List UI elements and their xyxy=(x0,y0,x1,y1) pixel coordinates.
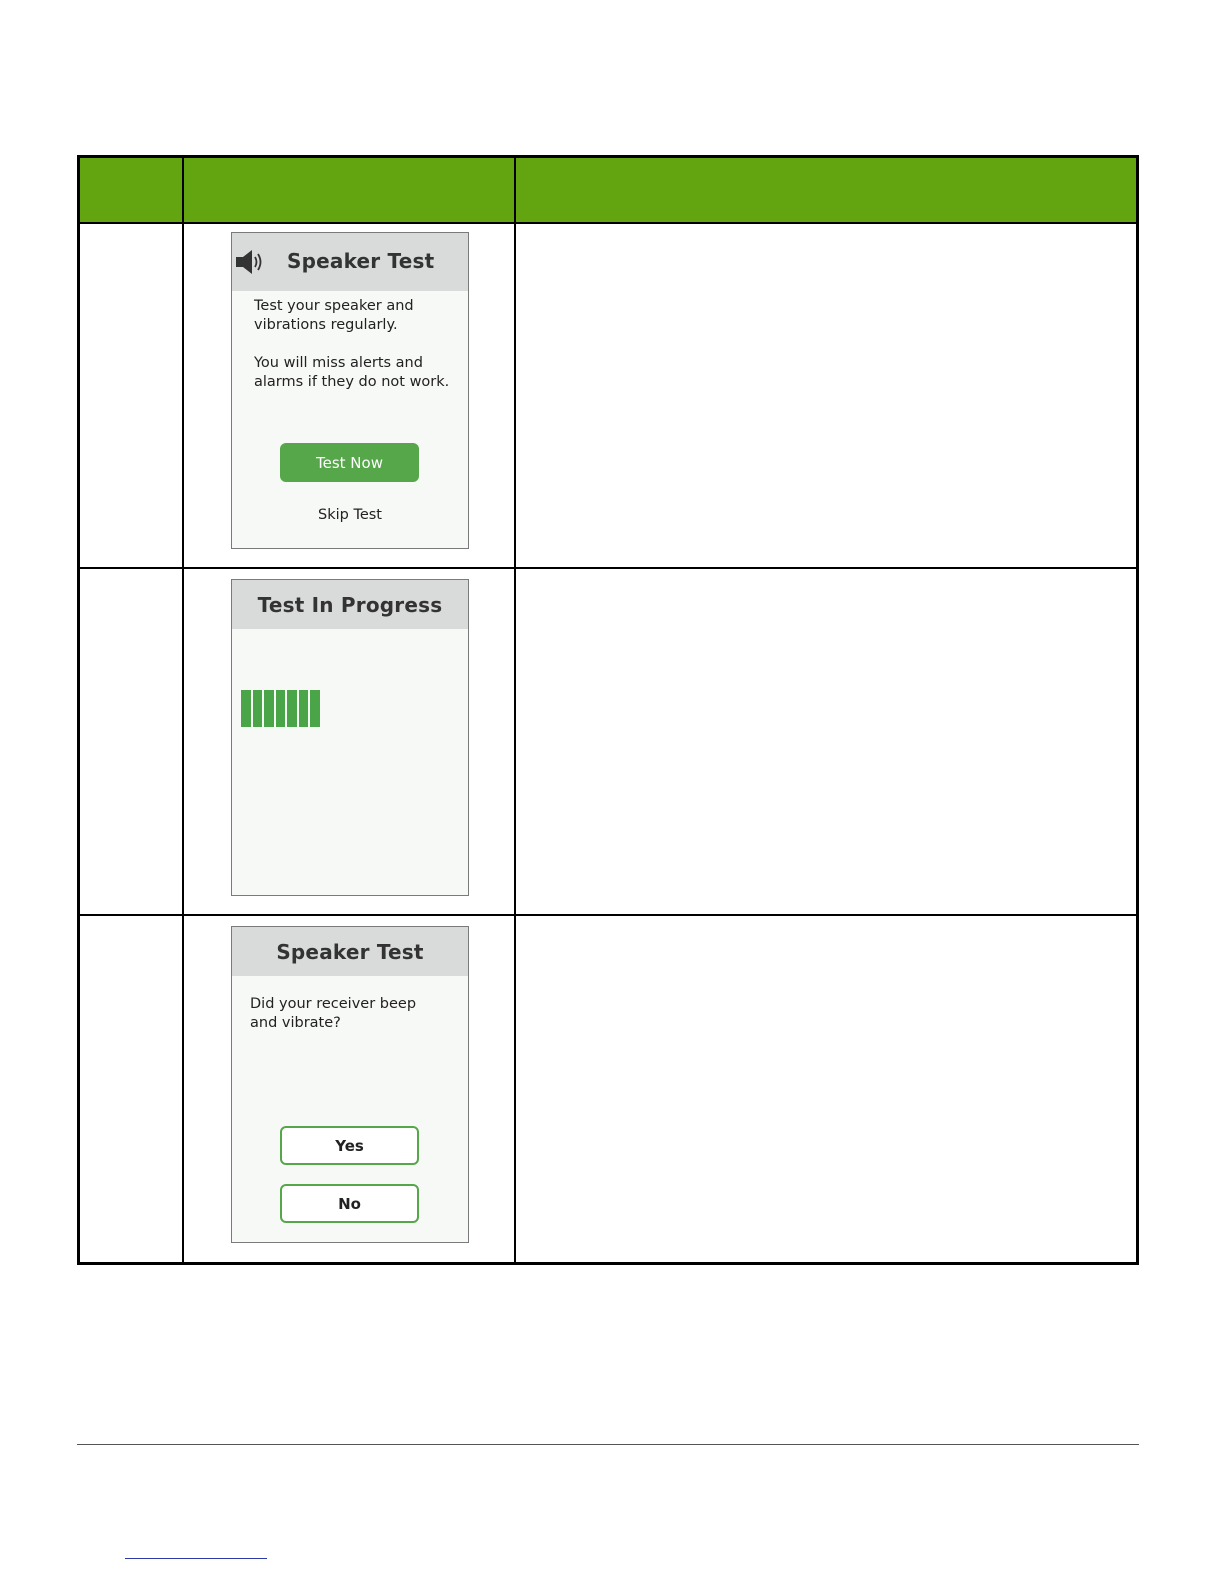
skip-test-link[interactable]: Skip Test xyxy=(318,507,382,523)
intro-text-1 xyxy=(254,297,414,335)
screen-title: Speaker Test xyxy=(276,939,424,964)
footer-divider xyxy=(77,1444,1139,1445)
progress-bar-segment xyxy=(253,690,263,727)
text-line: alarms if they do not work. xyxy=(254,374,450,390)
progress-bar-segment xyxy=(241,690,251,727)
test-in-progress-screen xyxy=(231,579,469,896)
progress-indicator xyxy=(241,690,320,727)
speaker-test-confirm-screen xyxy=(231,926,469,1243)
test-now-button[interactable]: Test Now xyxy=(280,443,419,482)
confirm-question xyxy=(250,995,416,1033)
row-divider xyxy=(80,914,1136,916)
screen-header xyxy=(232,580,468,629)
table-header-row xyxy=(80,158,1136,224)
screen-header xyxy=(232,927,468,976)
row-divider xyxy=(80,567,1136,569)
progress-bar-segment xyxy=(276,690,286,727)
screen-title: Speaker Test xyxy=(287,249,435,273)
column-divider xyxy=(182,158,184,1262)
text-line: Test your speaker and xyxy=(254,298,414,314)
screen-title: Test In Progress xyxy=(257,592,443,617)
instruction-table xyxy=(77,155,1139,1265)
progress-bar-segment xyxy=(299,690,309,727)
text-line: You will miss alerts and xyxy=(254,355,423,371)
yes-button[interactable]: Yes xyxy=(280,1126,419,1165)
speaker-icon xyxy=(235,248,267,280)
intro-text-2 xyxy=(254,354,449,392)
footer-link-underline[interactable] xyxy=(125,1558,267,1559)
progress-bar-segment xyxy=(287,690,297,727)
text-line: vibrations regularly. xyxy=(254,317,398,333)
column-divider xyxy=(514,158,516,1262)
no-button[interactable]: No xyxy=(280,1184,419,1223)
text-line: and vibrate? xyxy=(250,1015,341,1031)
progress-bar-segment xyxy=(264,690,274,727)
screen-header xyxy=(232,233,468,291)
speaker-test-intro-screen xyxy=(231,232,469,549)
progress-bar-segment xyxy=(310,690,320,727)
text-line: Did your receiver beep xyxy=(250,996,417,1012)
